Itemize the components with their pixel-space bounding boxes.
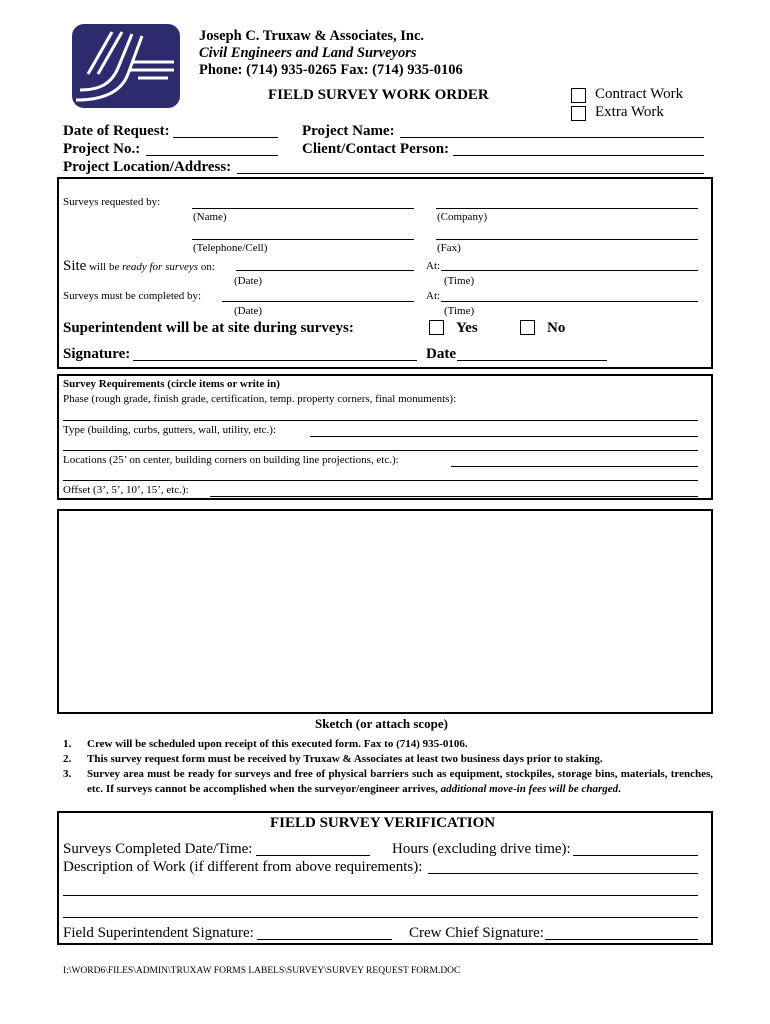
type-label: Type (building, curbs, gutters, wall, utility, etc.): [63, 424, 276, 436]
surveys-completed-field[interactable] [256, 855, 370, 856]
completed-time-field[interactable] [441, 301, 698, 302]
signature-date-field[interactable] [457, 360, 607, 361]
superintendent-yes-checkbox[interactable] [429, 320, 444, 335]
hours-field[interactable] [573, 855, 698, 856]
project-name-label: Project Name: [302, 123, 395, 139]
client-contact-field[interactable] [453, 155, 704, 156]
project-no-field[interactable] [146, 155, 278, 156]
signature-label: Signature: [63, 346, 131, 362]
ready-at-label: At: [426, 260, 441, 272]
company-logo [72, 24, 180, 108]
locations-field-extra[interactable] [63, 480, 698, 481]
note-item: 3. Survey area must be ready for surveys and free of physical barriers such as equipment, stockpiles, storage bins, materials, trenches, etc. If surveys cannot be accomplished when the surveyor/engineer arrives, additional move-in fees will be charged. [63, 768, 713, 795]
requester-company-field[interactable] [436, 208, 698, 209]
fax-caption: (Fax) [437, 242, 461, 254]
form-title: FIELD SURVEY WORK ORDER [268, 87, 489, 103]
completed-at-label: At: [426, 290, 441, 302]
superintendent-no-checkbox[interactable] [520, 320, 535, 335]
completed-time-caption: (Time) [444, 305, 475, 317]
superintendent-yes-label: Yes [456, 320, 478, 336]
requester-fax-field[interactable] [436, 239, 698, 240]
description-field[interactable] [428, 873, 698, 874]
project-location-field[interactable] [237, 173, 704, 174]
offset-label: Offset (3’, 5’, 10’, 15’, etc.): [63, 484, 189, 496]
footer-file-path: I:\WORD6\FILES\ADMIN\TRUXAW FORMS LABELS\SURVEY\SURVEY REQUEST FORM.DOC [63, 966, 461, 976]
date-of-request-field[interactable] [173, 137, 278, 138]
company-tagline: Civil Engineers and Land Surveyors [199, 45, 417, 61]
surveys-completed-label: Surveys Completed Date/Time: [63, 841, 253, 857]
extra-work-checkbox[interactable] [571, 106, 586, 121]
requirements-heading: Survey Requirements (circle items or write in) [63, 378, 280, 390]
verification-heading: FIELD SURVEY VERIFICATION [270, 815, 496, 831]
description-field-2[interactable] [63, 895, 698, 896]
project-name-field[interactable] [400, 137, 704, 138]
signature-date-label: Date [426, 346, 456, 362]
ready-date-field[interactable] [236, 270, 414, 271]
notes-list [63, 737, 713, 797]
signature-field[interactable] [133, 360, 417, 361]
sketch-area[interactable] [57, 509, 713, 714]
completed-date-caption: (Date) [234, 305, 263, 317]
name-caption: (Name) [193, 211, 227, 223]
project-location-label: Project Location/Address: [63, 159, 232, 175]
description-field-3[interactable] [63, 917, 698, 918]
ready-for-surveys: ready for surveys [122, 261, 199, 273]
project-no-label: Project No.: [63, 141, 141, 157]
type-field[interactable] [310, 436, 698, 437]
crew-chief-signature-label: Crew Chief Signature: [409, 925, 544, 941]
locations-field[interactable] [451, 466, 698, 467]
field-superintendent-signature-label: Field Superintendent Signature: [63, 925, 254, 941]
site-word: Site [63, 258, 87, 274]
date-of-request-label: Date of Request: [63, 123, 170, 139]
locations-label: Locations (25’ on center, building corners on building line projections, etc.): [63, 454, 399, 466]
company-name: Joseph C. Truxaw & Associates, Inc. [199, 28, 425, 44]
note-item: 2. This survey request form must be received by Truxaw & Associates at least two business days prior to staking. [63, 753, 603, 765]
requester-telephone-field[interactable] [192, 239, 414, 240]
company-caption: (Company) [437, 211, 488, 223]
requester-name-field[interactable] [192, 208, 414, 209]
superintendent-label: Superintendent will be at site during surveys: [63, 320, 354, 336]
contract-work-label: Contract Work [595, 86, 684, 102]
completed-date-field[interactable] [222, 301, 414, 302]
ready-date-caption: (Date) [234, 275, 263, 287]
field-superintendent-signature-field[interactable] [257, 939, 392, 940]
site-will-be: will be [86, 261, 123, 273]
phase-label: Phase (rough grade, finish grade, certification, temp. property corners, final monuments): [63, 393, 457, 405]
ready-time-field[interactable] [441, 270, 698, 271]
sketch-caption: Sketch (or attach scope) [315, 716, 448, 731]
contract-work-checkbox[interactable] [571, 88, 586, 103]
note-item: 1. Crew will be scheduled upon receipt of this executed form. Fax to (714) 935-0106. [63, 738, 468, 750]
telephone-caption: (Telephone/Cell) [193, 242, 268, 254]
hours-label: Hours (excluding drive time): [392, 841, 571, 857]
superintendent-no-label: No [547, 320, 566, 336]
offset-field[interactable] [210, 496, 698, 497]
client-contact-label: Client/Contact Person: [302, 141, 450, 157]
surveys-requested-by-label: Surveys requested by: [63, 196, 161, 208]
extra-work-label: Extra Work [595, 104, 664, 120]
on-word: on: [198, 261, 215, 273]
crew-chief-signature-field[interactable] [545, 939, 698, 940]
site-ready-label [63, 257, 215, 275]
company-phone: Phone: (714) 935-0265 Fax: (714) 935-0106 [199, 62, 463, 78]
completed-by-label: Surveys must be completed by: [63, 290, 202, 302]
ready-time-caption: (Time) [444, 275, 475, 287]
phase-field[interactable] [63, 420, 698, 421]
type-field-extra[interactable] [63, 450, 698, 451]
description-label: Description of Work (if different from above requirements): [63, 859, 423, 875]
